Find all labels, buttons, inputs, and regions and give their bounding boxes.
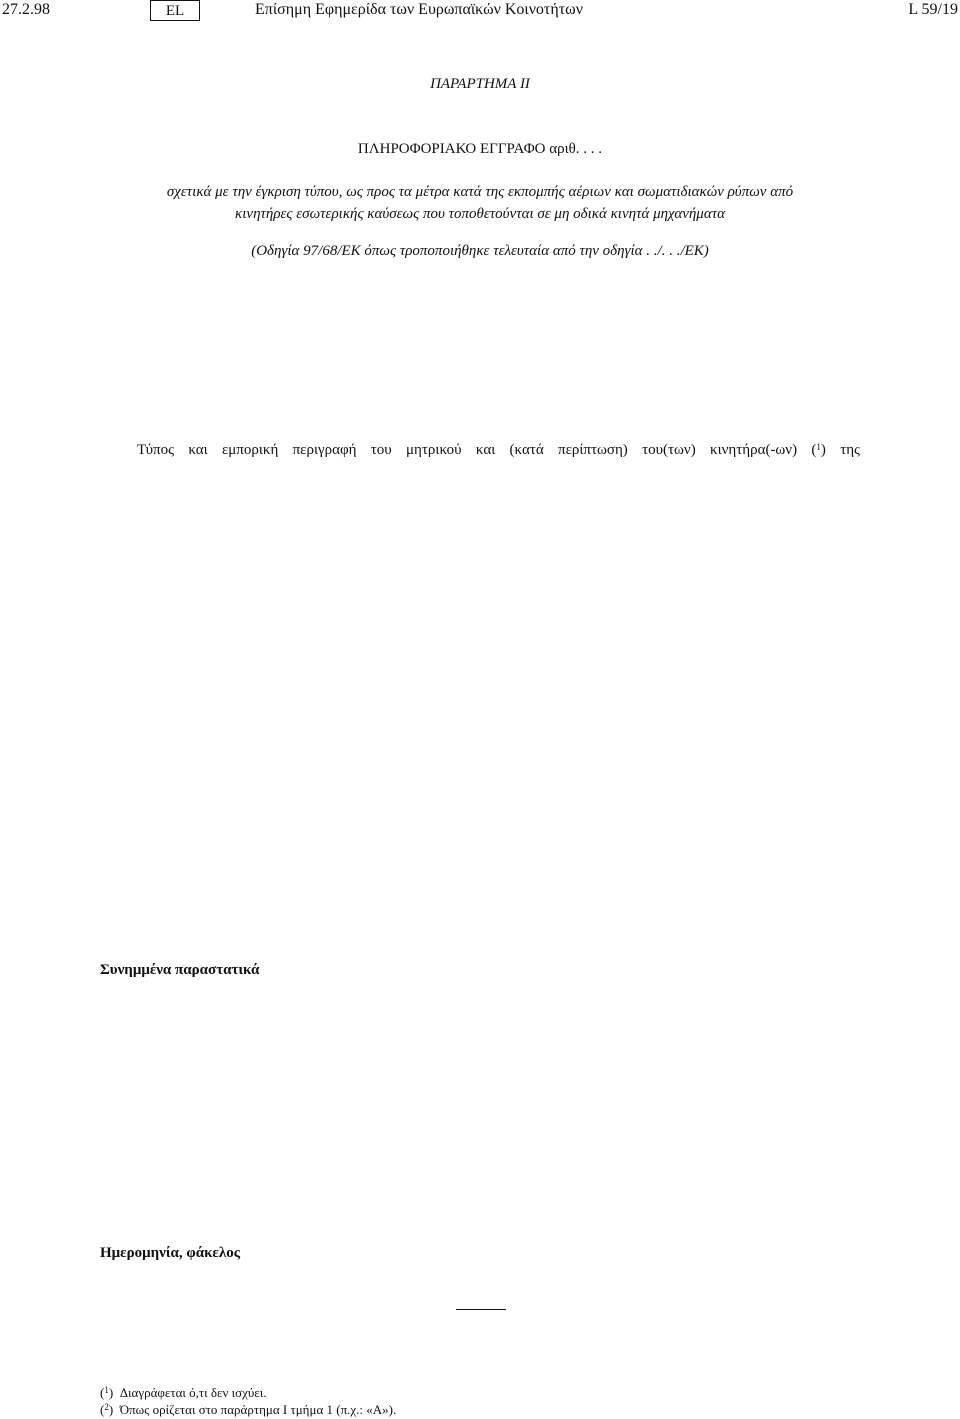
footnote-separator xyxy=(456,1309,506,1310)
document-title: ΠΛΗΡΟΦΟΡΙΑΚΟ ΕΓΓΡΑΦΟ αριθ. . . . xyxy=(357,141,603,157)
subtitle-line-1: σχετικά με την έγκριση τύπου, ως προς τα μέτρα κατά της εκπομπής αέριων και σωματιδιακών ρύπων από xyxy=(166,184,794,200)
subtitle-line-2: κινητήρες εσωτερικής καύσεως που τοποθετούνται σε μη οδικά κινητά μηχανήματα xyxy=(235,206,725,222)
page-header xyxy=(0,0,960,24)
attachments-heading: Συνημμένα παραστατικά xyxy=(100,962,260,978)
footnote-1: ($^1$) Διαγράφεται ό,τι δεν ισχύει. xyxy=(100,1385,267,1400)
annex-title: ΠΑΡΑΡΤΗΜΑ ΙΙ xyxy=(430,76,530,92)
date-file-heading: Ημερομηνία, φάκελος xyxy=(100,1245,241,1261)
language-badge: EL xyxy=(150,0,200,21)
journal-title: Επίσημη Εφημερίδα των Ευρωπαϊκών Κοινοτήτων xyxy=(255,1,583,18)
footnote-ref: 1 xyxy=(816,442,821,452)
item-0-2-text: Τύπος και εμπορική περιγραφή του μητρικού και (κατά περίπτωση) του(των) κινητήρα(-ων) ($^1$) της xyxy=(137,442,860,458)
header-date: 27.2.98 xyxy=(2,1,50,18)
page-number: L 59/19 xyxy=(908,1,958,18)
footnote-2: ($^2$) Όπως ορίζεται στο παράρτημα I τμήμα 1 (π.χ.: «A»). xyxy=(100,1402,397,1417)
directive-reference: (Οδηγία 97/68/ΕΚ όπως τροποποιήθηκε τελευταία από την οδηγία . ./. . ./ΕΚ) xyxy=(251,243,709,259)
